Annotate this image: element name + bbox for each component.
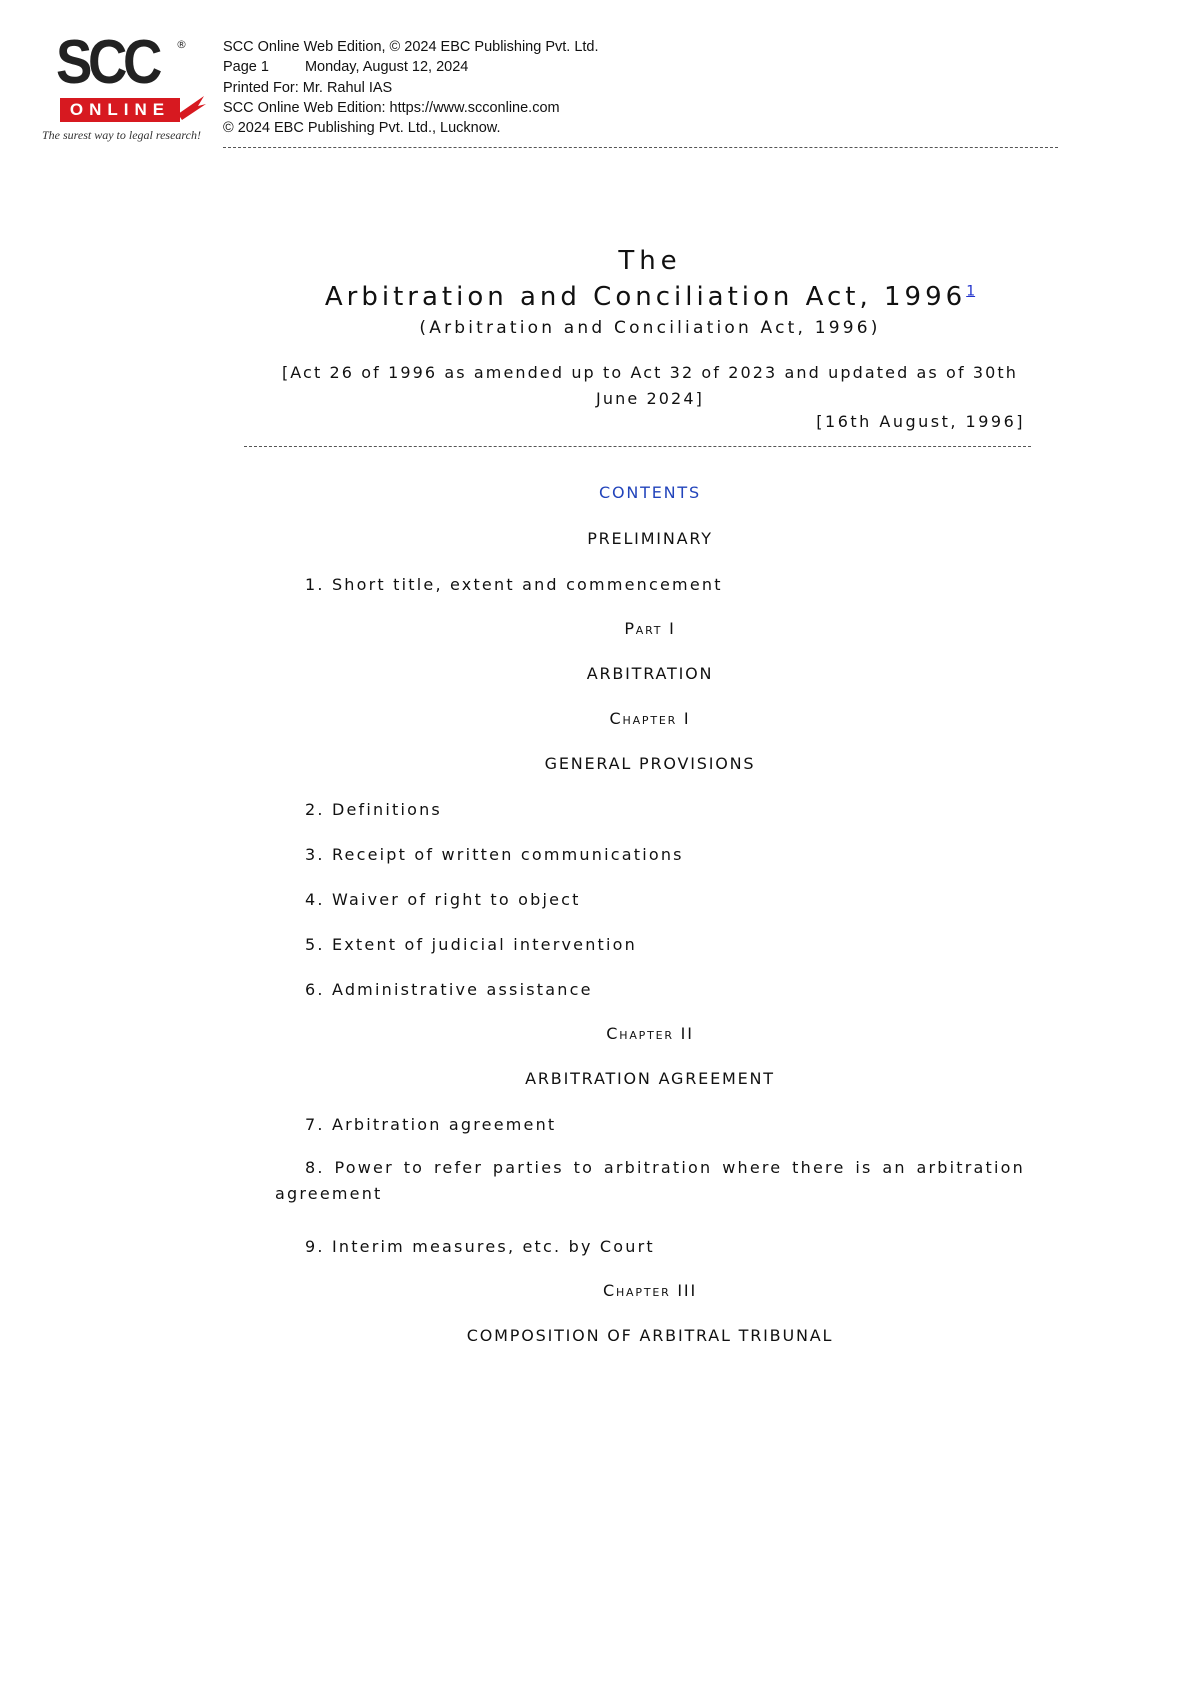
act-subtitle: (Arbitration and Conciliation Act, 1996) <box>419 318 881 338</box>
logo-brand: SCC <box>56 28 158 97</box>
toc-item[interactable]: 7. Arbitration agreement <box>305 1115 557 1134</box>
contents-heading[interactable]: CONTENTS <box>599 483 701 502</box>
logo-registered-mark: ® <box>176 38 187 51</box>
copyright-line: © 2024 EBC Publishing Pvt. Ltd., Lucknow. <box>223 120 501 137</box>
logo-tagline: The surest way to legal research! <box>42 128 201 142</box>
arbitration-agreement-heading: ARBITRATION AGREEMENT <box>525 1069 775 1088</box>
enactment-date: [16th August, 1996] <box>816 412 1025 431</box>
toc-item[interactable]: 4. Waiver of right to object <box>305 890 581 909</box>
arbitration-heading: ARBITRATION <box>586 664 714 683</box>
edition-line: SCC Online Web Edition, © 2024 EBC Publishing Pvt. Ltd. <box>223 39 599 55</box>
footnote-link[interactable]: 1 <box>966 283 976 300</box>
title-the: The <box>618 246 682 276</box>
part-heading: Part I <box>624 619 676 638</box>
toc-item[interactable]: 2. Definitions <box>305 800 442 819</box>
composition-heading: COMPOSITION OF ARBITRAL TRIBUNAL <box>466 1326 834 1345</box>
chapter-heading: Chapter II <box>606 1024 694 1043</box>
chapter-heading: Chapter III <box>603 1281 697 1300</box>
logo-online-banner: ONLINE <box>60 98 180 122</box>
toc-item[interactable]: 6. Administrative assistance <box>305 980 593 999</box>
act-title-text: Arbitration and Conciliation Act, 1996 <box>324 282 967 312</box>
toc-item[interactable]: 8. Power to refer parties to arbitration where there is an arbitration agreement <box>275 1158 1025 1203</box>
website-line: SCC Online Web Edition: https://www.scconline.com <box>223 99 560 116</box>
amendment-note: [Act 26 of 1996 as amended up to Act 32 of 2023 and updated as of 30th June 2024] <box>281 363 1019 408</box>
header-divider <box>223 147 1058 148</box>
scc-online-logo <box>38 28 203 148</box>
print-header-info <box>223 37 599 138</box>
printed-for-line: Printed For: Mr. Rahul IAS <box>223 79 393 96</box>
toc-item[interactable]: 9. Interim measures, etc. by Court <box>305 1237 655 1256</box>
print-date: Monday, August 12, 2024 <box>304 59 469 76</box>
toc-item[interactable]: 5. Extent of judicial intervention <box>305 935 638 954</box>
general-provisions-heading: GENERAL PROVISIONS <box>544 754 756 773</box>
page-date-line <box>223 57 599 77</box>
act-title <box>275 282 1025 312</box>
toc-item[interactable]: 1. Short title, extent and commencement <box>305 575 723 594</box>
toc-item[interactable]: 3. Receipt of written communications <box>305 845 684 864</box>
preliminary-heading: PRELIMINARY <box>587 529 713 548</box>
chapter-heading: Chapter I <box>609 709 691 728</box>
title-divider <box>244 446 1031 447</box>
logo-swoosh-icon <box>178 92 208 122</box>
page-number: Page 1 <box>223 59 269 76</box>
